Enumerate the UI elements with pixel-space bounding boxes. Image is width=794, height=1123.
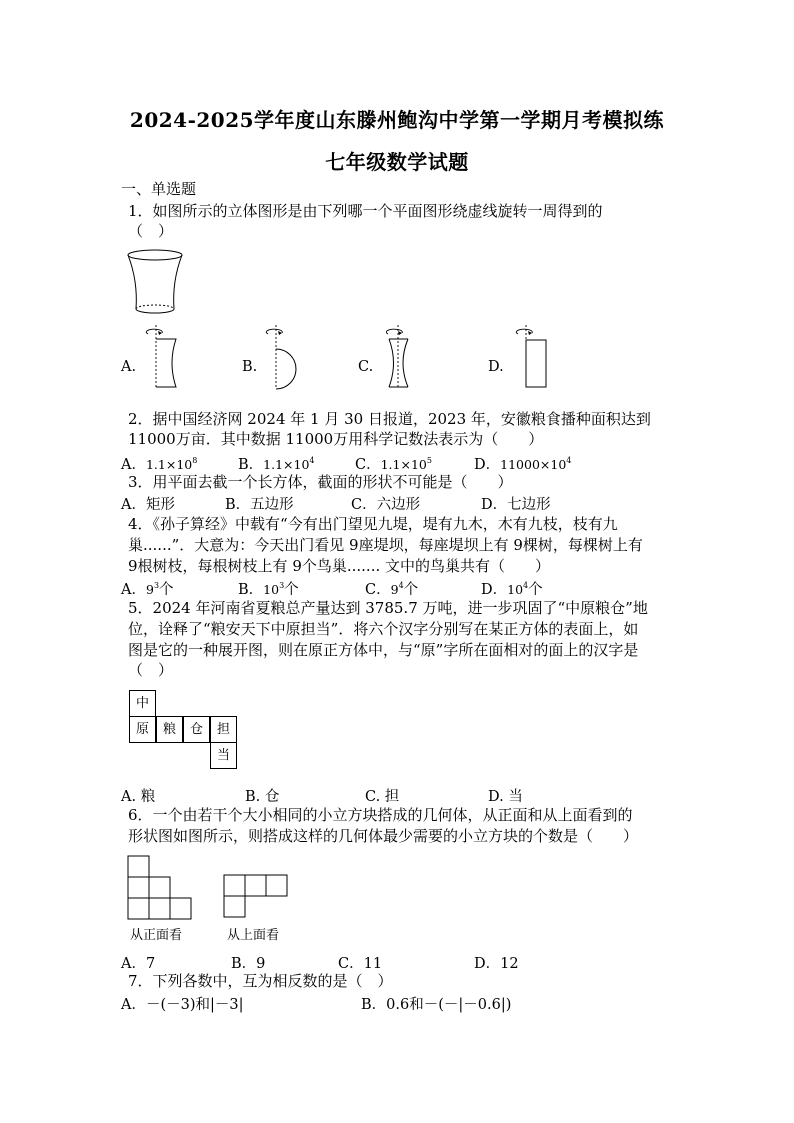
q2-option-d (474, 453, 571, 474)
q4-option-a-exp: 3 (153, 581, 160, 590)
q4-option-a-base: 9 (145, 582, 154, 597)
q6-top-view (223, 874, 291, 920)
q7-option-a: A．－(－3)和|－3| (121, 997, 244, 1013)
q7-stem-line1: 7．下列各数中，互为相反数的是（ ） (128, 972, 393, 990)
q1-stem-line1: 1．如图所示的立体图形是由下列哪一个平面图形绕虚线旋转一周得到的 (128, 202, 603, 220)
q4-option-b-base: 10 (263, 582, 280, 597)
q4-option-d-unit: 个 (528, 582, 543, 598)
q4-option-d (481, 578, 543, 599)
q1-option-b-label: B. (242, 359, 258, 375)
q6-stem-line2: 形状图如图所示，则搭成这样的几何体最少需要的小立方块的个数是（ ） (128, 827, 639, 845)
q2-option-b (238, 453, 315, 474)
net-cell-liang: 粮 (156, 716, 183, 743)
q2-stem-line1: 2．据中国经济网 2024 年 1 月 30 日报道，2023 年，安徽粮食播种面积达到 (128, 410, 651, 428)
q4-option-b-unit: 个 (284, 582, 299, 598)
q4-option-b-exp: 3 (279, 581, 285, 590)
net-cell-yuan: 原 (129, 716, 156, 743)
section-label: 一、单选题 (121, 180, 197, 198)
q2-option-b-exp: 4 (309, 456, 315, 465)
q3-option-d: D．七边形 (481, 497, 551, 513)
q1-option-a-figure (142, 323, 182, 391)
q5-stem-line4: （ ） (128, 661, 174, 679)
q2-option-c-base: 1.1×10 (380, 457, 427, 472)
page-title: 2024-2025学年度山东滕州鲍沟中学第一学期月考模拟练 (129, 108, 665, 132)
q2-option-a-label: A． (121, 457, 146, 473)
net-cell-cang: 仓 (183, 716, 210, 743)
q6-front-view (127, 855, 195, 921)
q2-stem-line2: 11000万亩．其中数据 11000万用科学记数法表示为（ ） (128, 430, 544, 448)
q1-option-d-figure (512, 323, 556, 391)
q2-option-c (355, 453, 432, 474)
q2-option-c-exp: 5 (426, 456, 432, 465)
q6-option-b: B．9 (231, 956, 266, 972)
q5-stem-line3: 图是它的一种展开图，则在原正方体中，与“原”字所在面相对的面上的汉字是 (128, 641, 639, 659)
q4-option-c-exp: 4 (398, 581, 404, 590)
net-cell-zhong: 中 (129, 690, 156, 717)
q1-option-c-label: C. (358, 359, 374, 375)
q4-option-c-base: 9 (390, 582, 399, 597)
q1-option-a-label: A. (121, 359, 137, 375)
q4-option-c (365, 578, 418, 599)
q4-option-a-unit: 个 (159, 582, 174, 598)
net-cell-dang: 当 (210, 742, 237, 769)
q4-option-d-label: D． (481, 582, 508, 598)
q2-option-a (121, 453, 197, 474)
q2-option-d-base: 11000×10 (500, 457, 567, 472)
q4-option-b (238, 578, 299, 599)
q7-option-b: B．0.6和－(－|－0.6|) (361, 997, 512, 1013)
q4-option-b-label: B． (238, 582, 264, 598)
q3-option-b: B．五边形 (225, 497, 294, 513)
q5-cube-net (129, 690, 241, 772)
q4-option-a (121, 578, 174, 599)
q2-option-b-base: 1.1×10 (263, 457, 310, 472)
q1-option-b-figure (262, 323, 306, 391)
page-subtitle: 七年级数学试题 (325, 150, 469, 174)
q2-option-d-label: D． (474, 457, 501, 473)
q5-option-c: C. 担 (365, 789, 400, 805)
q2-option-a-base: 1.1×10 (145, 457, 193, 472)
q4-option-d-base: 10 (507, 582, 524, 597)
q3-option-c: C．六边形 (351, 497, 421, 513)
q5-option-b: B. 仓 (245, 789, 280, 805)
q6-option-c: C．11 (338, 956, 383, 972)
net-cell-dan: 担 (210, 716, 237, 743)
q6-top-caption: 从上面看 (227, 928, 280, 943)
q2-option-d-exp: 4 (566, 456, 572, 465)
q5-stem-line1: 5．2024 年河南省夏粮总产量达到 3785.7 万吨，进一步巩固了“中原粮仓”地 (128, 599, 648, 617)
q1-option-c-figure (386, 323, 426, 391)
q5-stem-line2: 位，诠释了“粮安天下中原担当”．将六个汉字分别写在某正方体的表面上，如 (128, 620, 639, 638)
q5-option-a: A. 粮 (121, 789, 156, 805)
q1-solid-figure (124, 247, 186, 317)
q3-option-a: A．矩形 (121, 497, 175, 513)
q4-stem-line2: 巢......”．大意为：今天出门看见 9座堤坝，每座堤坝上有 9棵树，每棵树上有 (128, 536, 643, 554)
q4-option-c-label: C． (365, 582, 391, 598)
q6-option-d: D．12 (474, 956, 519, 972)
q1-stem-line2: （ ） (128, 222, 174, 240)
q2-option-b-label: B． (238, 457, 264, 473)
q2-option-a-exp: 8 (192, 456, 198, 465)
q1-option-d-label: D. (488, 359, 504, 375)
q2-option-c-label: C． (355, 457, 381, 473)
q4-stem-line3: 9根树枝，每根树枝上有 9个鸟巢....... 文中的鸟巢共有（ ） (128, 557, 551, 575)
q5-option-d: D. 当 (488, 789, 523, 805)
q6-front-caption: 从正面看 (130, 928, 183, 943)
q4-option-d-exp: 4 (523, 581, 529, 590)
q4-option-a-label: A． (121, 582, 146, 598)
q6-stem-line1: 6．一个由若干个大小相同的小立方块搭成的几何体，从正面和从上面看到的 (128, 806, 633, 824)
q4-stem-line1: 4．《孙子算经》中载有“今有出门望见九堤，堤有九木，木有九枝，枝有九 (128, 515, 618, 533)
q3-stem-line1: 3．用平面去截一个长方体，截面的形状不可能是（ ） (128, 473, 513, 491)
q6-option-a: A．7 (121, 956, 156, 972)
q4-option-c-unit: 个 (403, 582, 419, 598)
